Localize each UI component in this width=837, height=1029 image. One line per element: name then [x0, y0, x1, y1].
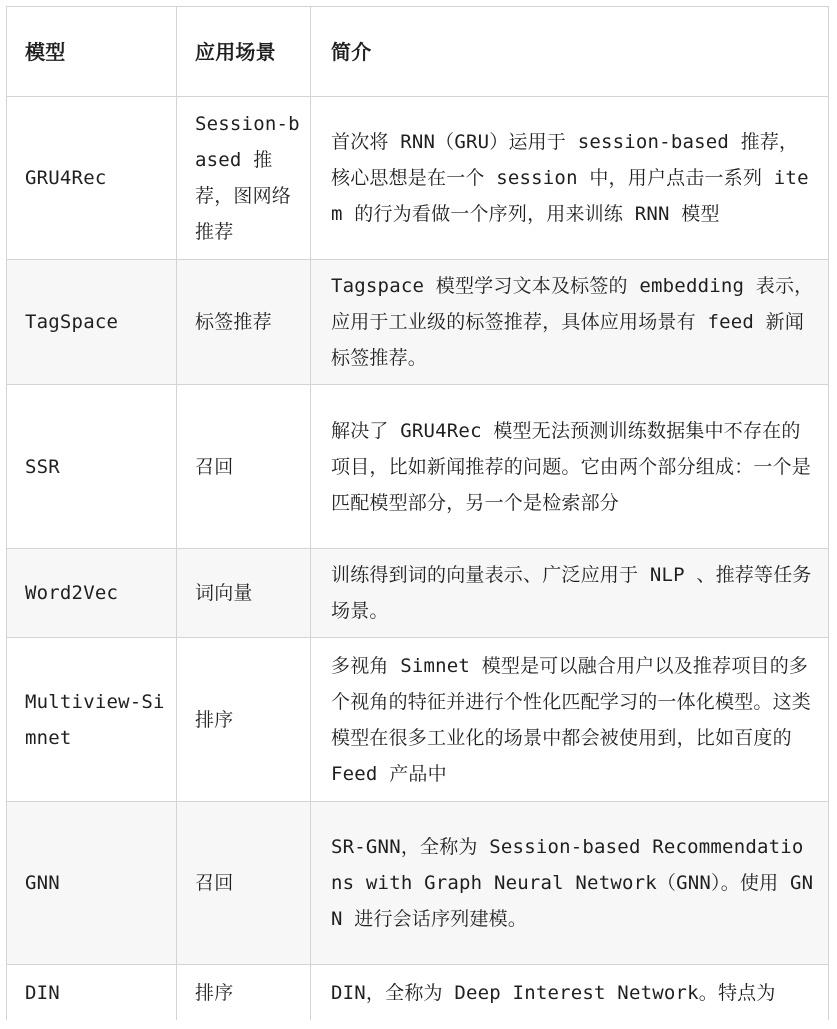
model-cell: GNN — [7, 802, 177, 964]
intro-cell: DIN，全称为 Deep Interest Network。特点为 — [311, 965, 829, 1020]
header-intro: 简介 — [311, 7, 829, 96]
model-table — [6, 6, 829, 1020]
model-cell: Multiview-Simnet — [7, 638, 177, 801]
model-cell: DIN — [7, 965, 177, 1020]
intro-cell: 多视角 Simnet 模型是可以融合用户以及推荐项目的多个视角的特征并进行个性化匹配学习的一体化模型。这类模型在很多工业化的场景中都会被使用到，比如百度的 Feed 产品中 — [311, 638, 829, 801]
intro-cell: Tagspace 模型学习文本及标签的 embedding 表示，应用于工业级的标签推荐，具体应用场景有 feed 新闻标签推荐。 — [311, 260, 829, 384]
intro-cell: SR-GNN，全称为 Session-based Recommendations with Graph Neural Network（GNN）。使用 GNN 进行会话序列建模。 — [311, 802, 829, 964]
table-header-row — [7, 7, 829, 97]
scenario-cell: Session-based 推荐，图网络推荐 — [177, 97, 311, 259]
scenario-cell: 召回 — [177, 385, 311, 548]
model-cell: GRU4Rec — [7, 97, 177, 259]
header-scenario: 应用场景 — [177, 7, 311, 96]
model-cell: Word2Vec — [7, 549, 177, 637]
table-row — [7, 638, 829, 802]
model-cell: TagSpace — [7, 260, 177, 384]
table-row — [7, 802, 829, 965]
scenario-cell: 词向量 — [177, 549, 311, 637]
table-row — [7, 549, 829, 638]
intro-cell: 首次将 RNN（GRU）运用于 session-based 推荐，核心思想是在一个 session 中，用户点击一系列 item 的行为看做一个序列，用来训练 RNN 模型 — [311, 97, 829, 259]
intro-cell: 训练得到词的向量表示、广泛应用于 NLP 、推荐等任务场景。 — [311, 549, 829, 637]
scenario-cell: 标签推荐 — [177, 260, 311, 384]
scenario-cell: 召回 — [177, 802, 311, 964]
scenario-cell: 排序 — [177, 965, 311, 1020]
table-row — [7, 260, 829, 385]
model-cell: SSR — [7, 385, 177, 548]
scenario-cell: 排序 — [177, 638, 311, 801]
table-row — [7, 97, 829, 260]
intro-cell: 解决了 GRU4Rec 模型无法预测训练数据集中不存在的项目，比如新闻推荐的问题。它由两个部分组成：一个是匹配模型部分，另一个是检索部分 — [311, 385, 829, 548]
table-row — [7, 965, 829, 1020]
header-model: 模型 — [7, 7, 177, 96]
table-row — [7, 385, 829, 549]
